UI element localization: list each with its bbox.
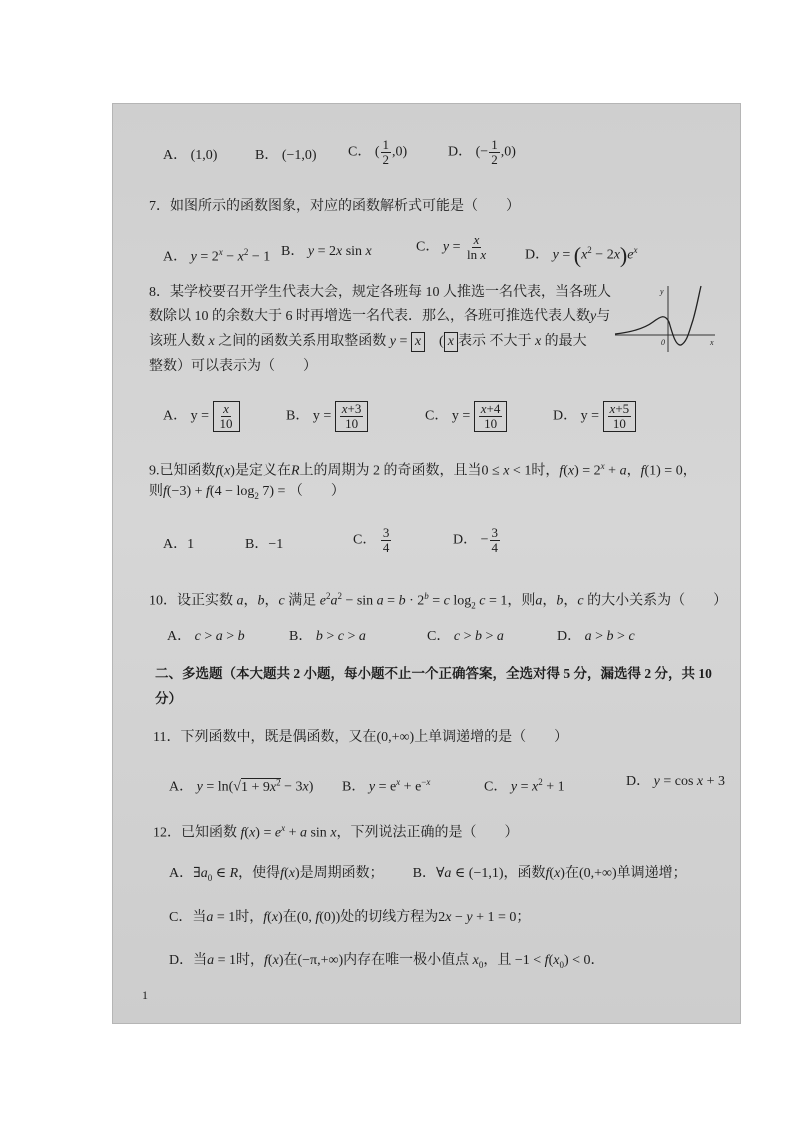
q11-stem: 11．下列函数中，既是偶函数，又在(0,+∞)上单调递增的是（ ） bbox=[153, 730, 569, 745]
section-2-title: 二、多选题（本大题共 2 小题，每小题不止一个正确答案，全选对得 5 分，漏选得 2 分，共 10 bbox=[155, 666, 712, 681]
q7-stem: 7．如图所示的函数图象，对应的函数解析式可能是（ ） bbox=[149, 199, 520, 214]
q8-line1: 8．某学校要召开学生代表大会，规定各班每 10 人推选一名代表，当各班人 bbox=[149, 285, 611, 300]
q9-line2: 则$f(-3) + f(4 - \log_2 7)$ = （ ） bbox=[149, 484, 345, 501]
q12-stem: 12．已知函数 $f(x) = e^x + a$ sin x，下列说法正确的是（ ） bbox=[153, 823, 519, 841]
q12-option-a-b: A．$\exists a_0$ ∈ R，使得f(x)是周期函数； B．∀a ∈ (−1,1)，函数f(x)在(0,+∞)单调递增； bbox=[169, 866, 687, 883]
q12-option-d: D．当a = 1时，f(x)在(−π,+∞)内存在唯一极小值点 $x_0$，且 $-1 < f(x_0) < 0$． bbox=[169, 953, 605, 970]
q10-stem: 10．设正实数 a，b，c 满足 $e^2a^2 - \sin a = b \cdot 2^b = c$ $\log_2 c = 1$，则a，b，c 的大小关系为（ ） bbox=[149, 591, 728, 611]
q8-line2: 数除以 10 的余数大于 6 时再增选一名代表．那么，各班可推选代表人数y与 bbox=[149, 309, 611, 324]
page-number: 1 bbox=[142, 988, 148, 1002]
section-2-title-cont: 分） bbox=[155, 691, 182, 706]
svg-text:y: y bbox=[660, 287, 664, 296]
q12-option-c: C．当a = 1时，f(x)在(0, f(0))处的切线方程为2x − y + 1 = 0； bbox=[169, 910, 531, 925]
q8-line3: 该班人数 x 之间的函数关系用取整函数 y = x ( x 表示 不大于 x 的最大 bbox=[149, 332, 587, 352]
svg-text:x: x bbox=[710, 338, 714, 347]
q9-line1: 9.已知函数f(x)是定义在R上的周期为 2 的奇函数，且当0 ≤ x < 1时，$f(x) = 2^x + a$，f(1) = 0， bbox=[149, 461, 697, 479]
function-graph bbox=[613, 282, 719, 354]
exam-paper: A． (1,0) B． (−1,0) C． ( $\frac{1}{2}$ ,0) D． (− $\frac{1}{2}$ ,0) 7．如图所示的函数图象，对应的函数解析式可能是（ ） A． $y = 2^x - x^2 - 1$ B． y = 2x sin x C． y = $\frac{x}{\text{ln x}}$ D． $y = (x^2 - 2x)e^x$ 8．某学校要召开学生代表大会，规定各班每 10 人推选一名代表，当各班人 数除以 10 的余数大于 6 时再增选一名代表．那么，各班可推选代表人数y与 该班人数 x 之间的函数关系用取整函数 y = x ( x 表示 不大于 x 的最大 整数）可以表示为（ ） y 0 x A． y = $\frac{x}{10}$ B． y = $\frac{x+3}{10}$ C． y = $\frac{x+4}{10}$ D． y = $\frac{x+5}{10}$ 9.已知函数f(x)是定义在R上的周期为 2 的奇函数，且当0 ≤ x < 1时，$f(x) = 2^x + a$，f(1) = 0， 则$f(-3) + f(4 - \log_2 7)$ = （ ） A．1 B．−1 C． $\frac{3}{4}$ D． − $\frac{3}{4}$ 10．设正实数 a，b，c 满足 $e^2a^2 - \sin a = b \cdot 2^b = c$ $\log_2 c = 1$，则a，b，c 的大小关系为（ ） A． c > a > b B． b > c > a C． c > b > a D． a > b > c 二、多选题（本大题共 2 小题，每小题不止一个正确答案，全选对得 5 分，漏选得 2 分，共 10 分） 11．下列函数中，既是偶函数，又在(0,+∞)上单调递增的是（ ） A． $y = \ln(√1 + 9x^2 - 3x)$ B． $y = e^x + e^{-x}$ C． $y = x^2 + 1$ D． y = cos x + 3 12．已知函数 $f(x) = e^x + a$ sin x，下列说法正确的是（ ） A．$\exists a_0$ ∈ R，使得f(x)是周期函数； B．∀a ∈ (−1,1)，函数f(x)在(0,+∞)单调递增； C．当a = 1时，f(x)在(0, f(0))处的切线方程为2x − y + 1 = 0； D．当a = 1时，f(x)在(−π,+∞)内存在唯一极小值点 $x_0$，且 $-1 < f(x_0) < 0$． 1 bbox=[113, 104, 740, 1023]
q8-line4: 整数）可以表示为（ ） bbox=[149, 359, 317, 374]
svg-text:0: 0 bbox=[661, 338, 665, 347]
